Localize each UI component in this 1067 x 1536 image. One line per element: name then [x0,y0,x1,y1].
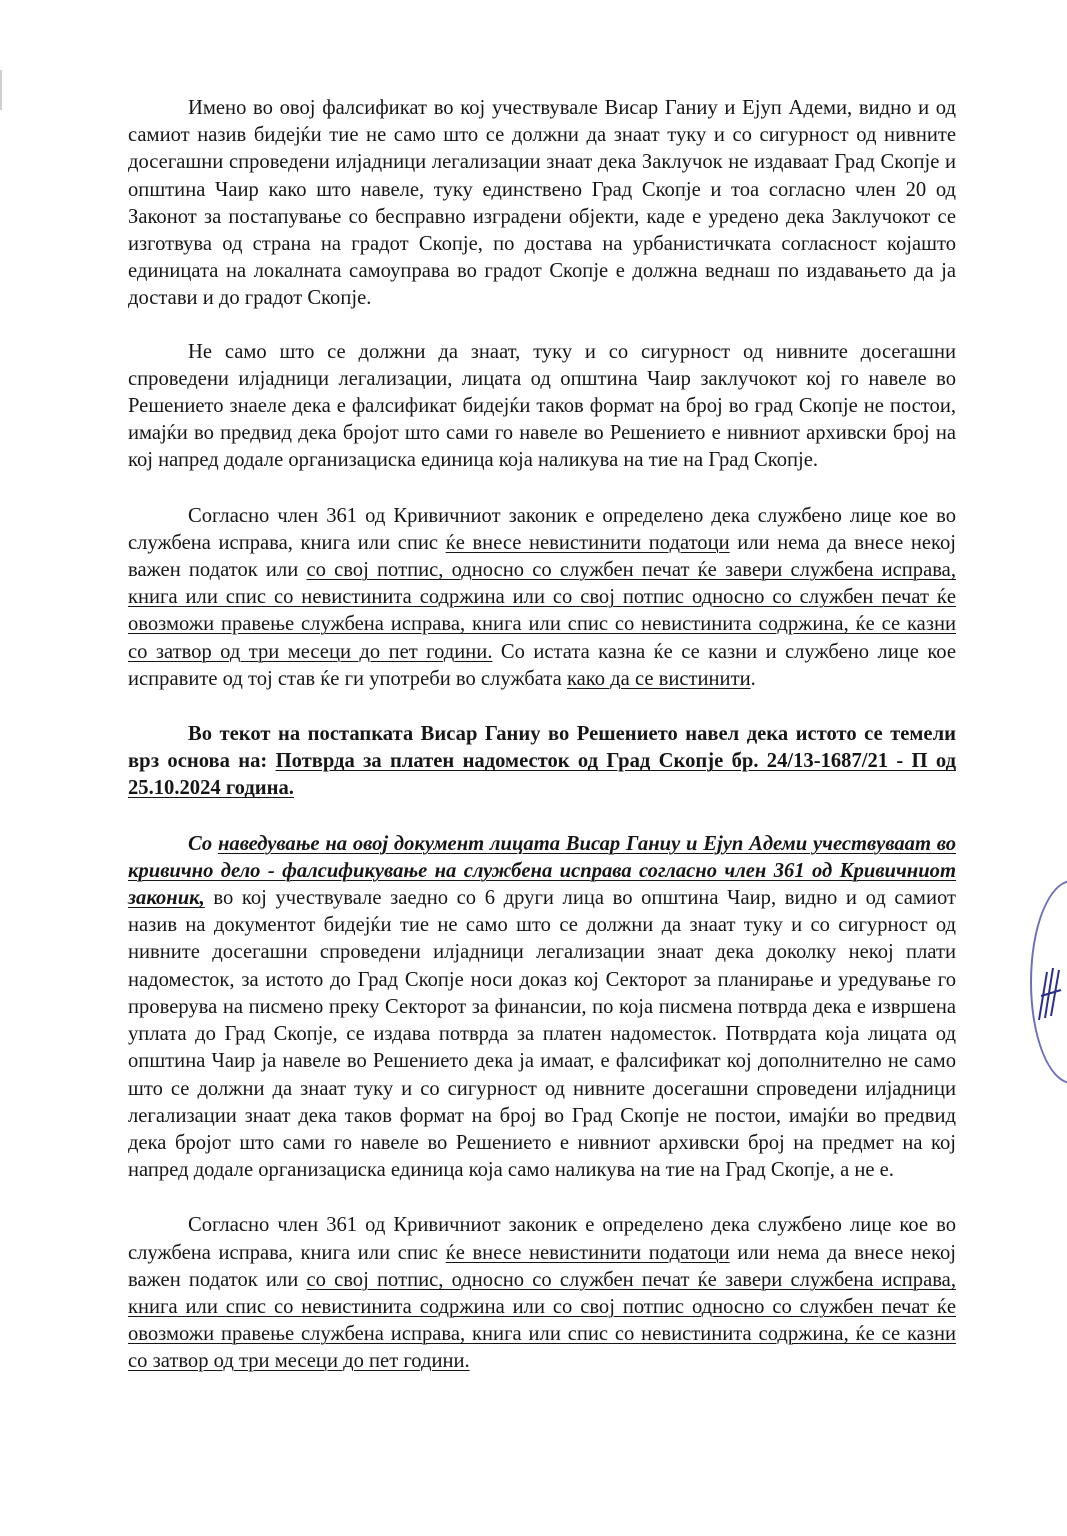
paragraph-3-text-c: Со истата казна ќе се казни и службено лице кое исправите од тој став ќе ги употреби во службата [128,640,956,690]
paragraph-3 [128,503,956,693]
paragraph-4-underline-1: Потврда за платен надоместок од Град Скопје бр. 24/13-1687/21 - П од 25.10.2024 година. [128,750,957,800]
paragraph-1-text: Имено во овој фалсификат во кој учествувале Висар Ганиу и Ејуп Адеми, видно и од самиот назив бидејќи тие не само што се должни да знаат туку и со сигурност од нивните досегашни спроведени илјадници легализации знаат дека Заклучок не издаваат Град Скопје и општина Чаир како што навеле, туку единствено Град Скопје и тоа согласно член 20 од Законот за постапување со бесправно изградени објекти, каде е уредено дека Заклучокот се изготвува од страна на градот Скопје, по достава на урбанистичката согласност којашто единицата на локалната самоуправа во градот Скопје е должна веднаш по издавањето да ја достави и до градот Скопје. [128,97,956,310]
paragraph-3-underline-3: како да се вистинити [566,667,751,690]
paragraph-4-bold [128,721,956,803]
paragraph-2 [128,339,956,475]
paragraph-5-text-a: Со [188,832,218,855]
paragraph-3-text-b: или нема да внесе некој важен податок или [128,531,956,582]
paragraph-1 [128,95,956,313]
paragraph-6 [128,1212,956,1375]
paragraph-3-underline-1: ќе внесе невистинити податоци [445,531,730,554]
paragraph-3-text-d: . [750,667,756,690]
paragraph-5-text-b: во кој учествувале заедно со 6 други лица во општина Чаир, видно и од самиот назив на документот бидејќи тие не само што се должни да знаат туку и со сигурност од нивните досегашни спроведени илјадници легализации знаат дека доколку некој плати надоместок, за истото до Град Скопје носи доказ кој Секторот за планирање и уредување го проверува на писмено преку Секторот за финансии, по која писмена потврда дека е извршена уплата до Град Скопје, се издава потврда за платен надоместок. Потврдата која лицата од општина Чаир ја навеле во Решението дека ја имаат, е фалсификат кој дополнително не само што се должни да знаат туку и со сигурност од нивните досегашни спроведени илјадници легализации знаат дека таков формат на број во Град Скопје не постои, имајќи во предвид дека бројот што сами го навеле во Решението е нивниот архивски број на предмет на кој напред додале организациска единица која само наликува на тие на Град Скопје, а не е. [128,887,956,1182]
paragraph-6-text-b: или нема да внесе некој важен податок или [128,1241,956,1291]
paragraph-5-underline-1: наведување на овој документ лицата Висар Ганиу и Ејуп Адеми учествуваат во кривично дело - фалсификување на службена исправа согласно член 361 од Кривичниот законик, [128,832,957,910]
signature-mark [1035,960,1065,1030]
paragraph-6-underline-2: со свој потпис, односно со службен печат ќе завери службена исправа, книга или спис со невистинита содржина или со свој потпис односно со службен печат ќе овозможи правење службена исправа, книга или спис со невистинита содржина, ќе се казни со затвор од три месеци до пет години. [128,1268,956,1373]
paragraph-2-text: Не само што се должни да знаат, туку и со сигурност од нивните досегашни спроведени илјадници легализации, лицата од општина Чаир заклучокот кој го навеле во Решението знаеле дека е фалсификат бидејќи таков формат на број во град Скопје не постои, имајќи во предвид дека бројот што сами го навеле во Решението е нивниот архивски број на кој напред додале организациска единица која наликува на тие на Град Скопје. [128,340,956,472]
document-body [128,95,956,1376]
paragraph-6-text-a: Согласно член 361 од Кривичниот законик е определено дека службено лице кое во службена исправа, книга или спис [128,1214,956,1264]
paragraph-6-underline-1: ќе внесе невистинити податоци [445,1241,730,1264]
scan-edge-mark [0,70,2,110]
paragraph-3-underline-2: со свој потпис, односно со службен печат ќе завери службена исправа, книга или спис со невистинита содржина или со свој потпис односно со службен печат ќе овозможи правење службена исправа, книга или спис со невистинита содржина, ќе се казни со затвор од три месеци до пет години. [128,559,956,663]
paragraph-5 [128,831,956,1185]
paragraph-4-text-a: Во текот на постапката Висар Ганиу во Решението навел дека истото се темели врз основа на: [128,723,956,773]
paragraph-3-text-a: Согласно член 361 од Кривичниот законик е определено дека службено лице кое во службена исправа, книга или спис [128,504,956,554]
